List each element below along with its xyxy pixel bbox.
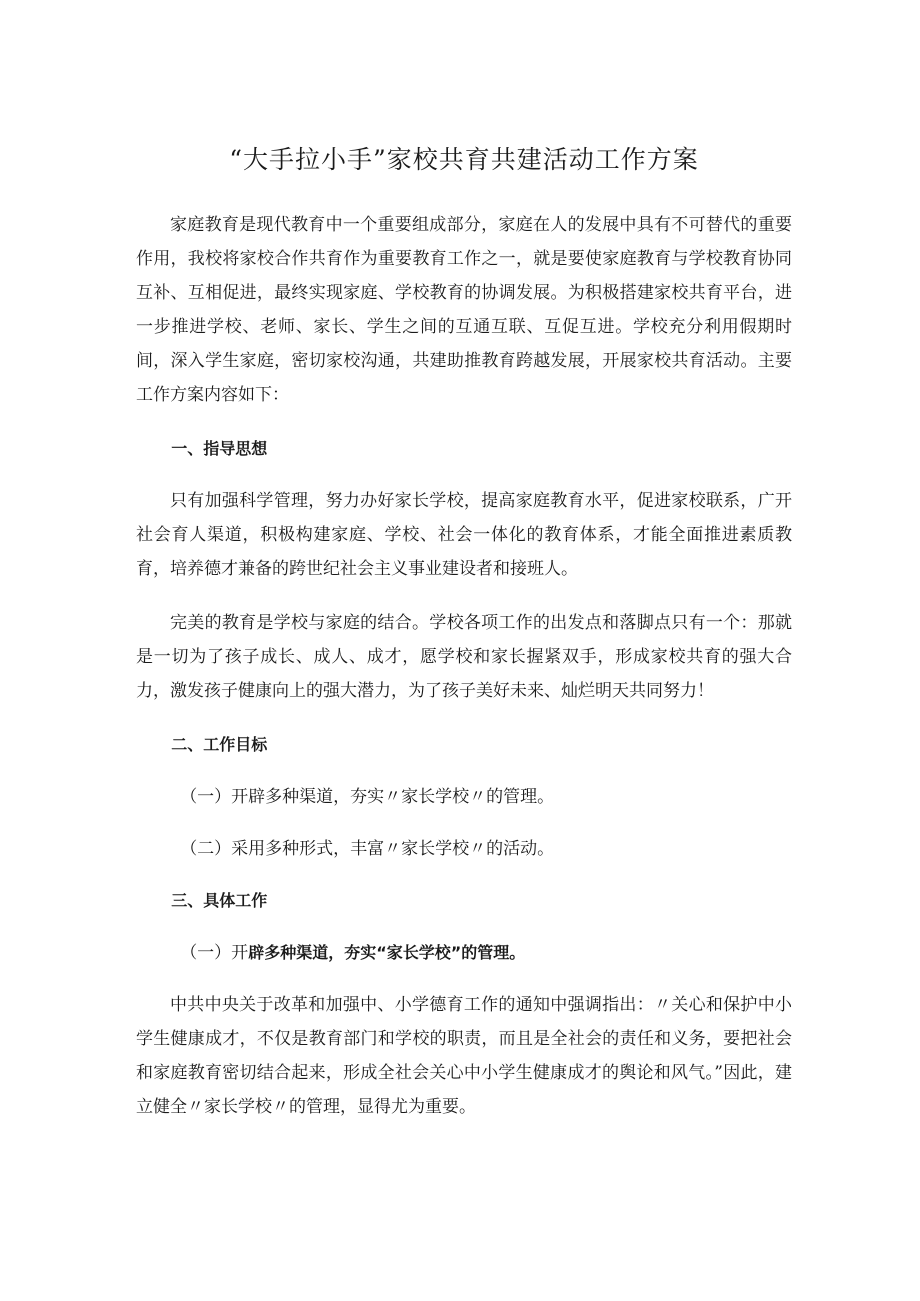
document-title: “大手拉小手”家校共育共建活动工作方案	[229, 145, 699, 174]
guiding-ideology-paragraph-2: 完美的教育是学校与家庭的结合。学校各项工作的出发点和落脚点只有一个：那就是一切为了孩子成长、成人、成才，愿学校和家长握紧双手，形成家校共育的强大合力，激发孩子健康向上的强大潜力，为了孩子美好未来、灿烂明天共同努力！	[136, 613, 792, 701]
section-heading-work-goals: 二、工作目标	[171, 735, 268, 754]
section-heading-specific-work: 三、具体工作	[171, 891, 268, 910]
document-page	[136, 140, 792, 1144]
subheading-bold-text: 辟多种渠道，夯实“家长学校”的管理。	[248, 943, 526, 962]
intro-paragraph: 家庭教育是现代教育中一个重要组成部分，家庭在人的发展中具有不可替代的重要作用，我校将家校合作共育作为重要教育工作之一，就是要使家庭教育与学校教育协同互补、互相促进，最终实现家庭、学校教育的协调发展。为积极搭建家校共育平台，进一步推进学校、老师、家长、学生之间的互通互联、互促互进。学校充分利用假期时间，深入学生家庭，密切家校沟通，共建助推教育跨越发展，开展家校共育活动。主要工作方案内容如下：	[136, 215, 792, 405]
specific-work-subheading-1	[136, 936, 792, 970]
guiding-ideology-paragraph-1: 只有加强科学管理，努力办好家长学校，提高家庭教育水平，促进家校联系，广开社会育人渠道，积极构建家庭、学校、社会一体化的教育体系，才能全面推进素质教育，培养德才兼备的跨世纪社会主义事业建设者和接班人。	[136, 491, 792, 579]
specific-work-paragraph-1: 中共中央关于改革和加强中、小学德育工作的通知中强调指出：〃关心和保护中小学生健康成才，不仅是教育部门和学校的职责，而且是全社会的责任和义务，要把社会和家庭教育密切结合起来，形成全社会关心中小学生健康成才的舆论和风气。”因此，建立健全〃家长学校〃的管理，显得尤为重要。	[136, 995, 792, 1117]
work-goal-item-2: （二）采用多种形式，丰富〃家长学校〃的活动。	[180, 839, 555, 859]
work-goal-item-1: （一）开辟多种渠道，夯实〃家长学校〃的管理。	[180, 787, 555, 807]
section-heading-guiding-ideology: 一、指导思想	[171, 439, 268, 458]
subheading-prefix: （一）开	[180, 943, 249, 963]
